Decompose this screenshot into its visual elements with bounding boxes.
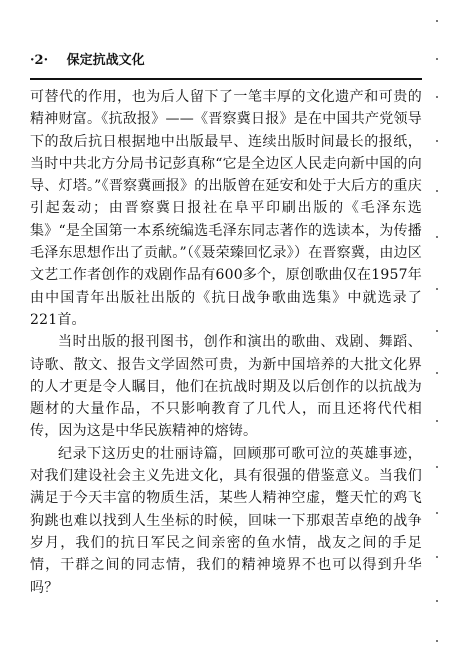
page-number: ·2· — [30, 53, 49, 68]
header-rule — [30, 78, 422, 80]
paragraph: 当时出版的报刊图书，创作和演出的歌曲、戏剧、舞蹈、诗歌、散文、报告文学固然可贵，为新中国培养的大批文化界的人才更是令人瞩目，他们在抗战时期及以后创作的以抗战为题材的大量作品，不只影响教育了几代人，而且还将代代相传，因为这是中华民族精神的熔铸。 — [30, 334, 422, 440]
paragraph: 纪录下这历史的壮丽诗篇，回顾那可歌可泣的英雄事迹，对我们建设社会主义先进文化，具有很强的借鉴意义。当我们满足于今天丰富的物质生活，某些人精神空虚，蹩天忙的鸡飞狗跳也难以找到人生坐标的时候，回味一下那艰苦卓绝的战争岁月，我们的抗日军民之间亲密的鱼水情，战友之间的手足情，干群之间的同志情，我们的精神境界不也可以得到升华吗？ — [30, 445, 422, 596]
page-edge-marks — [436, 0, 446, 657]
running-header — [30, 50, 420, 72]
body-text — [30, 86, 422, 599]
running-title: 保定抗战文化 — [66, 53, 145, 68]
paragraph: 可替代的作用，也为后人留下了一笔丰厚的文化遗产和可贵的精神财富。《抗敌报》——《晋察冀日报》是在中国共产党领导下的敌后抗日根据地中出版最早、连续出版时间最长的报纸，当时中共北方分局书记彭真称“它是全边区人民走向新中国的向导、灯塔。”《晋察冀画报》的出版曾在延安和处于大后方的重庆引起轰动；由晋察冀日报社在阜平印刷出版的《毛泽东选集》“是全国第一本系统编选毛泽东同志著作的选读本，为传播毛泽东思想作出了贡献。”（《聂荣臻回忆录》）在晋察冀，由边区文艺工作者创作的戏剧作品有600多个，原创歌曲仅在1957年由中国青年出版社出版的《抗日战争歌曲选集》中就选录了221首。 — [30, 89, 422, 328]
